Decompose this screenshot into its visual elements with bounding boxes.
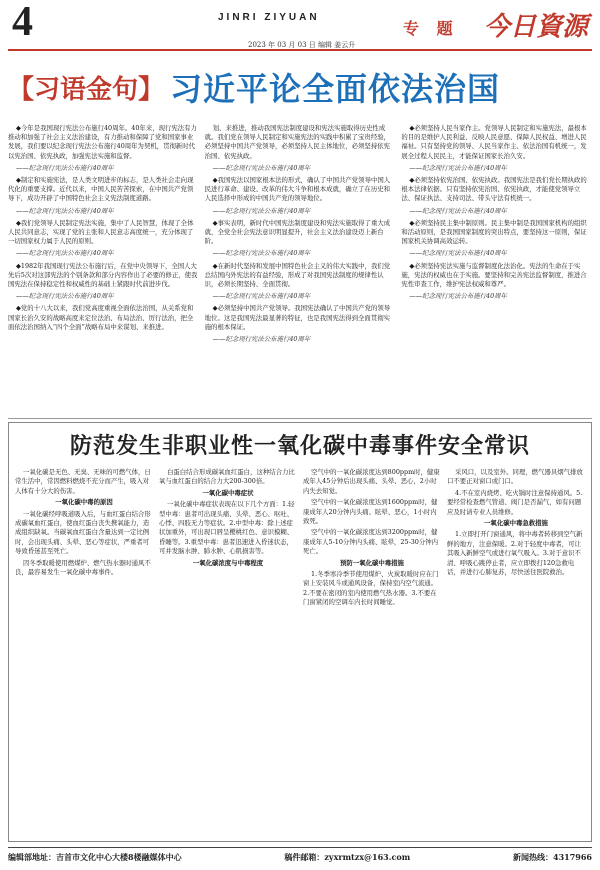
quote-paragraph: ◆今年是我国现行宪法公布施行40周年。40年来，现行宪法有力推动和加强了社会主义法治建设，有力推动和保障了党和国家事业发展，我们要以纪念现行宪法公布施行40周年为契机，贯彻新时代以宪治国、依宪执政，加强宪法实施和监督。: [8, 124, 197, 160]
masthead-pinyin: JINRI ZIYUAN: [218, 12, 320, 23]
safety-paragraph: 一氧化碳是无色、无臭、无味的可燃气体，日常生活中，常因燃料燃烧不充分而产生，吸入对人体有十分大的伤害。: [15, 468, 151, 495]
safety-subheading: 一氧化碳中毒急救措施: [484, 519, 548, 528]
footer-email[interactable]: 稿件邮箱：zyxrmtzx@163.com: [284, 851, 411, 862]
safety-paragraph: 一氧化碳经呼吸道吸入后，与血红蛋白结合形成碳氧血红蛋白，使血红蛋白丧失携氧能力，造成组织缺氧。当碳氧血红蛋白含量达到一定比例时，会出现头痛、头晕、恶心等症状，严重者可导致昏迷甚至死亡。: [15, 509, 151, 556]
safety-article: [8, 422, 592, 842]
masthead: [8, 2, 592, 48]
safety-column-4: [447, 468, 585, 828]
safety-title: 防范发生非职业性一氧化碳中毒事件安全常识: [69, 433, 530, 459]
safety-paragraph: 因冬季取暖使用燃煤炉、燃气热水器时通风不良，最容易发生一氧化碳中毒事件。: [15, 558, 151, 577]
quote-citation: ——纪念现行宪法公布施行40周年: [16, 249, 114, 258]
safety-paragraph: 空气中的一氧化碳浓度达到800ppm时，健康成年人45分钟后出现头痛、头晕、恶心，2小时内失去知觉。: [303, 468, 440, 495]
quote-citation: ——纪念现行宪法公布施行40周年: [212, 292, 311, 301]
quote-citation: ——纪念现行宪法公布施行40周年: [409, 163, 507, 172]
footer-hotline: 新闻热线：4317966: [513, 851, 592, 862]
safety-subheading: 一氧化碳浓度与中毒程度: [192, 558, 264, 567]
safety-paragraph: 1.立即打开门窗通风，将中毒者转移到空气新鲜的地方，注意保暖。2.对于轻度中毒者，可让其吸入新鲜空气或进行氧气吸入。3.对于意识不清、呼吸心跳停止者，应立即拨打120急救电话，并进行心肺复苏，尽快送往医院救治。: [447, 530, 583, 577]
masthead-rule: [8, 49, 592, 51]
quote-citation: ——纪念现行宪法公布施行40周年: [212, 163, 311, 172]
quote-citation: ——纪念现行宪法公布施行40周年: [212, 249, 311, 258]
safety-paragraph: 4.不在室内烧烤、吃火锅时注意保持通风。5.要经常检查燃气管道、阀门是否漏气，如有问题应及时请专业人员维修。: [447, 488, 583, 516]
quote-citation: ——纪念现行宪法公布施行40周年: [16, 206, 114, 215]
quote-citation: ——纪念现行宪法公布施行40周年: [409, 206, 507, 215]
article-columns: [8, 124, 592, 414]
quote-paragraph: ◆必须坚持人民当家作主。党领导人民制定和实施宪法，最根本的目的是维护人民利益、反映人民意愿、保障人民权益、增进人民福祉。只有坚持党的领导、人民当家作主、依法治国有机统一，发展全过程人民民主，才能保证国家长治久安。: [401, 124, 587, 160]
safety-column-2: [159, 468, 297, 828]
quote-paragraph: ◆1982年我国现行宪法公布施行后，在党中央领导下，全国人大先后5次对这部宪法的个别条款和部分内容作出了必要的修正，使我国宪法在保持稳定性和权威性的基础上紧跟时代前进步伐。: [8, 261, 198, 289]
article-column-3: [401, 124, 592, 414]
quote-paragraph: 划、来推进，推动我国宪法制度建设和宪法实施取得历史性成就。我们党在领导人民制定和实施宪法的实践中积累了宝贵经验，必须坚持中国共产党领导，必须坚持人民主体地位，必须坚持依宪治国、依宪执政。: [204, 124, 390, 160]
quote-paragraph: ◆必须坚持宪法实施与监督制度化法治化。宪法的生命在于实施，宪法的权威也在于实施。要坚持和完善宪法监督制度，推进合宪性审查工作，维护宪法权威和尊严。: [401, 261, 587, 289]
dateline: 2023 年 03 月 03 日 编辑 姜云升: [248, 41, 356, 49]
quote-citation: ——纪念现行宪法公布施行40周年: [409, 292, 507, 301]
quote-paragraph: ◆必须坚持民主集中制原则。民主集中制是我国国家机构的组织和活动原则，是我国国家制度的突出特点，要坚持这一原则，保证国家机关协调高效运转。: [401, 218, 587, 246]
quote-paragraph: ◆我们党领导人民制定宪法实施，集中了人民智慧，体现了全体人民共同意志，实现了党的主张和人民意志高度统一，充分体现了一切国家权力属于人民的原则。: [8, 218, 194, 246]
footer: [8, 847, 592, 866]
quote-paragraph: ◆党的十八大以来，我们党高度重视全面依法治国，从关系党和国家长治久安的战略高度来定位法治、布局法治、厉行法治，把全面依法治国纳入“四个全面”战略布局中来谋划、来推进。: [8, 304, 194, 331]
safety-column-3: [303, 468, 441, 828]
paper-name: 今日資源: [483, 12, 588, 42]
safety-paragraph: 白蛋白结合形成碳氧血红蛋白，这种结合力比氧与血红蛋白的结合力大200-300倍。: [159, 468, 295, 486]
quote-paragraph: ◆在新时代坚持和发展中国特色社会主义的伟大实践中，我们党总结国内外宪法的有益经验，形成了对我国宪法制度的规律性认识，必须长期坚持、全面贯彻。: [204, 261, 391, 289]
quote-paragraph: ◆制定和实施宪法，是人类文明进步的标志，是人类社会走向现代化的重要支撑。近代以来，中国人民苦苦探索，在中国共产党领导下，成功开辟了中国特色社会主义宪法制度道路。: [8, 176, 194, 203]
safety-paragraph: 空气中的一氧化碳浓度达到3200ppm时，健康成年人5-10分钟内头痛、眩晕，25-30分钟内死亡。: [303, 528, 439, 556]
quote-paragraph: ◆必须坚持中国共产党领导。我国宪法确认了中国共产党的领导地位。这是我国宪法最显著的特征，也是我国宪法得到全面贯彻实施的根本保证。: [204, 304, 391, 331]
quote-citation: ——纪念现行宪法公布施行40周年: [409, 249, 507, 258]
quote-paragraph: ◆事实表明，新时代中国宪法制度建设和宪法实施取得了重大成就，全党全社会宪法意识明显提升，社会主义法治建设迈上新台阶。: [204, 218, 391, 246]
article-column-2: [205, 124, 396, 414]
safety-subheading: 一氧化碳中毒的原因: [55, 498, 113, 507]
footer-address: 编辑部地址：吉首市文化中心大楼8楼融媒体中心: [8, 851, 182, 862]
section-label: 专 题: [403, 19, 459, 38]
safety-subheading: 预防一氧化碳中毒措施: [340, 558, 404, 567]
quote-citation: ——纪念现行宪法公布施行40周年: [212, 206, 311, 215]
headline: [8, 56, 592, 118]
headline-title: 习近平论全面依法治国: [170, 70, 501, 108]
quote-paragraph: ◆必须坚持依宪治国、依宪执政。我国宪法是我们党长期执政的根本法律依据。只有坚持依宪治国、依宪执政，才能使党领导立法、保证执法、支持司法、带头守法有机统一。: [401, 176, 587, 203]
article-column-1: [8, 124, 199, 414]
quote-citation: ——纪念现行宪法公布施行40周年: [16, 163, 114, 172]
quote-paragraph: ◆我国宪法以国家根本法的形式，确认了中国共产党领导中国人民进行革命、建设、改革的伟大斗争和根本成就，确立了在历史和人民选择中形成的中国共产党的领导地位。: [204, 176, 391, 203]
headline-badge: 【习语金句】: [8, 74, 165, 105]
safety-subheading: 一氧化碳中毒症状: [202, 488, 254, 497]
safety-paragraph: 采风口，以及室外。同理，燃气器具烟气排放口不要正对窗口或门口。: [447, 468, 583, 486]
page-number: 4: [12, 0, 33, 45]
safety-paragraph: 1.冬季寒冷季节使用煤炉、火炭取暖时应在门窗上安装风斗或通风设备，保持室内空气流通。2.不要在密闭的室内使用燃气热水器。3.不要在门窗紧闭的空调车内长时间睡觉。: [303, 570, 439, 607]
safety-paragraph: 一氧化碳中毒症状表现在以下几个方面：1.轻型中毒：患者可出现头痛、头晕、恶心、呕吐、心悸、四肢无力等症状。2.中型中毒：除上述症状加重外，可出现口唇呈樱桃红色、意识模糊、昏睡等。3.重型中毒：患者迅速进入昏迷状态，可并发脑水肿、肺水肿、心肌损害等。: [159, 500, 295, 556]
quote-citation: ——纪念现行宪法公布施行40周年: [16, 292, 114, 301]
section-divider: [8, 418, 592, 419]
safety-column-1: [15, 468, 153, 828]
safety-paragraph: 空气中的一氧化碳浓度达到1600ppm时，健康成年人20分钟内头痛、眩晕、恶心，1小时内致死。: [303, 498, 438, 526]
quote-citation: ——纪念现行宪法公布施行40周年: [212, 335, 311, 344]
